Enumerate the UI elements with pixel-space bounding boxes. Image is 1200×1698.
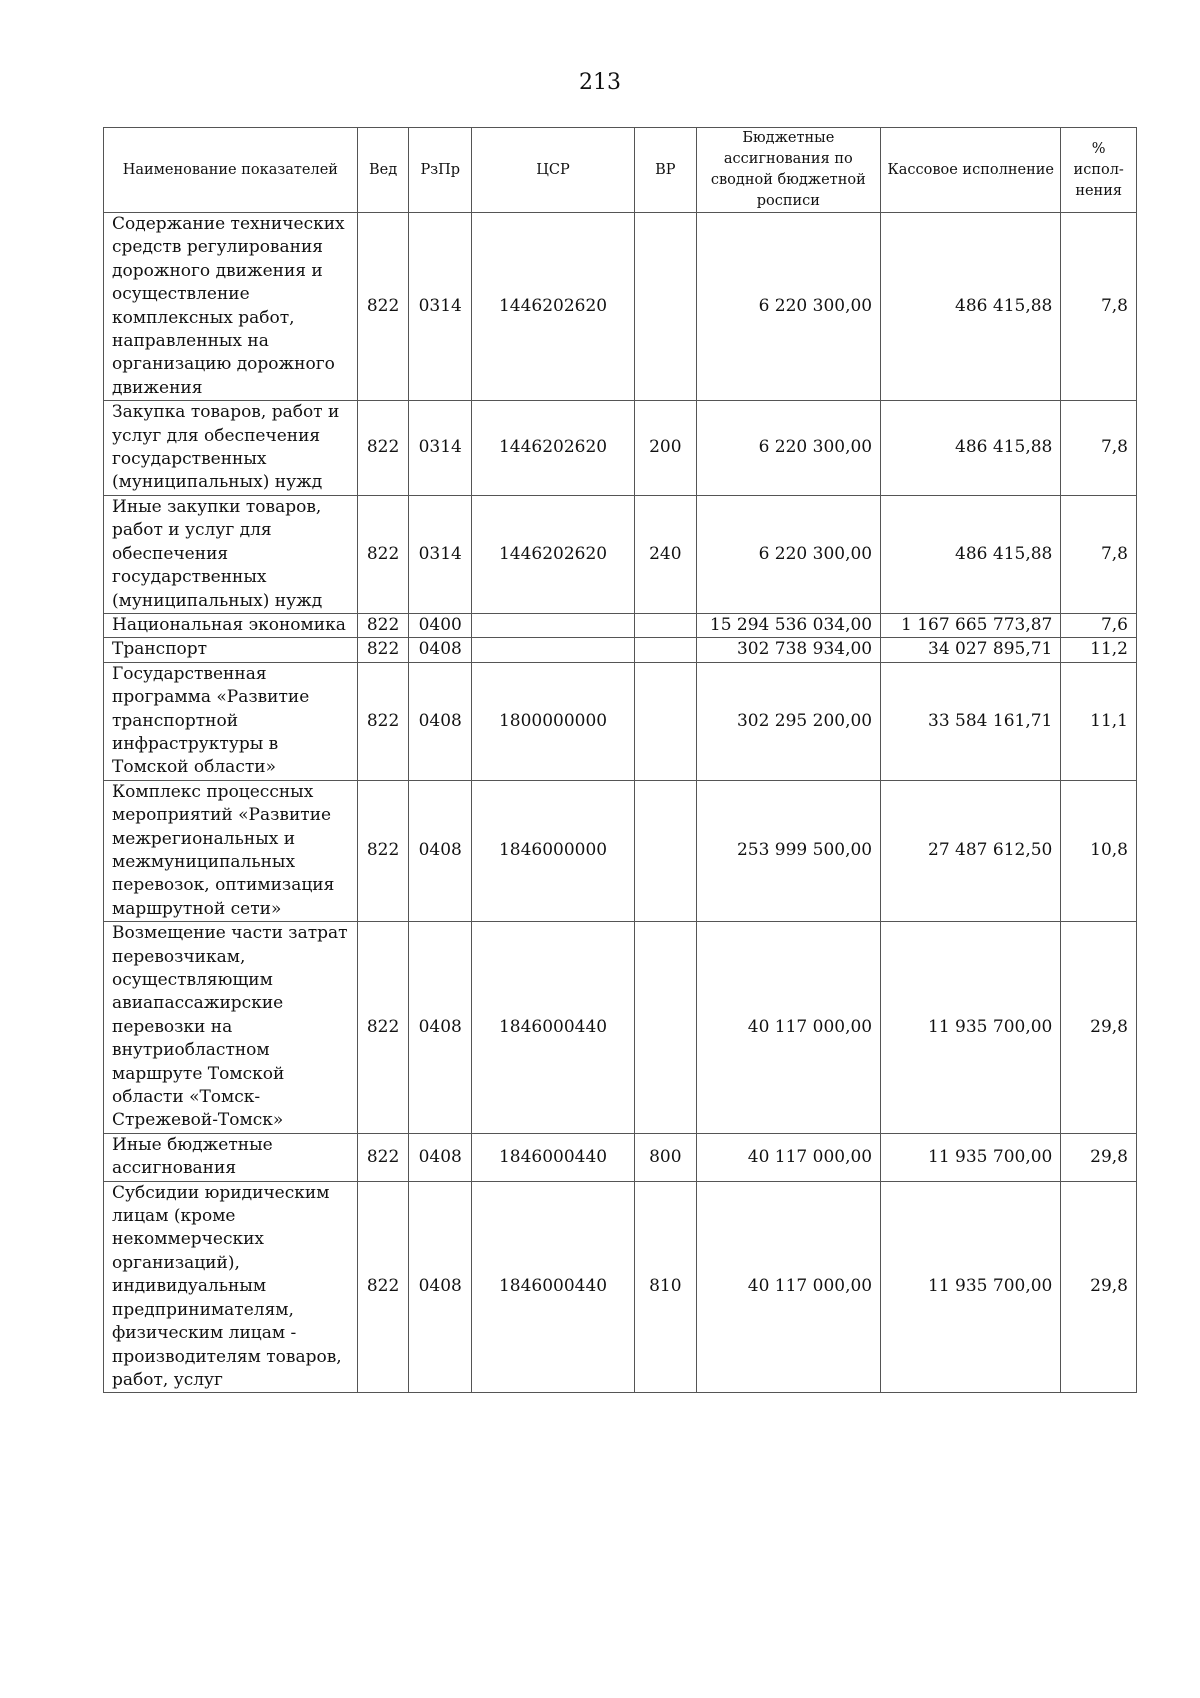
header-rzpr: РзПр: [409, 128, 472, 213]
budget-execution-table: [103, 127, 1137, 1393]
row-csr: 1446202620: [472, 213, 635, 401]
row-vr: 810: [635, 1181, 697, 1393]
row-name: Комплекс процессных мероприятий «Развитие межрегиональных и межмуниципальных перевозок, оптимизация маршрутной сети»: [104, 780, 358, 921]
row-budget: 6 220 300,00: [696, 495, 881, 613]
header-csr: ЦСР: [472, 128, 635, 213]
row-rzpr: 0408: [409, 1133, 472, 1181]
row-ved: 822: [357, 1181, 409, 1393]
row-rzpr: 0408: [409, 922, 472, 1134]
row-budget: 6 220 300,00: [696, 213, 881, 401]
table-row: [104, 1181, 1137, 1393]
row-name: Возмещение части затрат перевозчикам, осуществляющим авиапассажирские перевозки на внутриобластном маршруте Томской области «Томск-Стрежевой-Томск»: [104, 922, 358, 1134]
row-percent: 29,8: [1061, 1133, 1137, 1181]
header-vr: ВР: [635, 128, 697, 213]
row-budget: 253 999 500,00: [696, 780, 881, 921]
row-ved: 822: [357, 780, 409, 921]
row-csr: [472, 613, 635, 637]
header-name: Наименование показателей: [104, 128, 358, 213]
row-percent: 7,8: [1061, 213, 1137, 401]
row-name: Закупка товаров, работ и услуг для обеспечения государственных (муниципальных) нужд: [104, 401, 358, 496]
row-ved: 822: [357, 662, 409, 780]
row-name: Государственная программа «Развитие транспортной инфраструктуры в Томской области»: [104, 662, 358, 780]
row-vr: 200: [635, 401, 697, 496]
row-cash: 11 935 700,00: [881, 1181, 1061, 1393]
row-name: Национальная экономика: [104, 613, 358, 637]
row-percent: 7,6: [1061, 613, 1137, 637]
row-csr: 1846000440: [472, 1133, 635, 1181]
table-row: [104, 638, 1137, 662]
row-cash: 1 167 665 773,87: [881, 613, 1061, 637]
row-percent: 7,8: [1061, 401, 1137, 496]
row-cash: 486 415,88: [881, 495, 1061, 613]
table-row: [104, 922, 1137, 1134]
row-name: Иные бюджетные ассигнования: [104, 1133, 358, 1181]
table-row: [104, 213, 1137, 401]
row-rzpr: 0314: [409, 401, 472, 496]
row-cash: 27 487 612,50: [881, 780, 1061, 921]
row-cash: 486 415,88: [881, 213, 1061, 401]
row-cash: 11 935 700,00: [881, 1133, 1061, 1181]
table-row: [104, 495, 1137, 613]
row-rzpr: 0408: [409, 662, 472, 780]
row-budget: 40 117 000,00: [696, 1181, 881, 1393]
table-row: [104, 401, 1137, 496]
row-csr: [472, 638, 635, 662]
row-csr: 1846000000: [472, 780, 635, 921]
row-percent: 10,8: [1061, 780, 1137, 921]
row-budget: 302 738 934,00: [696, 638, 881, 662]
table-row: [104, 780, 1137, 921]
row-budget: 6 220 300,00: [696, 401, 881, 496]
row-percent: 29,8: [1061, 1181, 1137, 1393]
header-budget: Бюджетные ассигнования по сводной бюджетной росписи: [696, 128, 881, 213]
row-ved: 822: [357, 495, 409, 613]
row-vr: [635, 638, 697, 662]
row-ved: 822: [357, 213, 409, 401]
row-vr: [635, 662, 697, 780]
row-cash: 486 415,88: [881, 401, 1061, 496]
header-row: [104, 128, 1137, 213]
row-cash: 11 935 700,00: [881, 922, 1061, 1134]
row-percent: 11,2: [1061, 638, 1137, 662]
row-ved: 822: [357, 401, 409, 496]
row-percent: 11,1: [1061, 662, 1137, 780]
row-rzpr: 0400: [409, 613, 472, 637]
row-budget: 40 117 000,00: [696, 1133, 881, 1181]
row-ved: 822: [357, 638, 409, 662]
row-budget: 15 294 536 034,00: [696, 613, 881, 637]
row-name: Иные закупки товаров, работ и услуг для обеспечения государственных (муниципальных) нужд: [104, 495, 358, 613]
row-rzpr: 0408: [409, 638, 472, 662]
row-budget: 302 295 200,00: [696, 662, 881, 780]
table-row: [104, 662, 1137, 780]
table-row: [104, 613, 1137, 637]
page-number: 213: [579, 70, 621, 95]
row-csr: 1846000440: [472, 1181, 635, 1393]
row-rzpr: 0408: [409, 1181, 472, 1393]
row-vr: [635, 213, 697, 401]
table-body: [104, 213, 1137, 1393]
row-percent: 29,8: [1061, 922, 1137, 1134]
row-cash: 33 584 161,71: [881, 662, 1061, 780]
header-ved: Вед: [357, 128, 409, 213]
header-percent: % испол- нения: [1061, 128, 1137, 213]
row-csr: 1446202620: [472, 401, 635, 496]
row-name: Содержание технических средств регулирования дорожного движения и осуществление комплексных работ, направленных на организацию дорожного движения: [104, 213, 358, 401]
row-csr: 1800000000: [472, 662, 635, 780]
row-name: Субсидии юридическим лицам (кроме некоммерческих организаций), индивидуальным предпринимателям, физическим лицам - производителям товаров, работ, услуг: [104, 1181, 358, 1393]
header-cash: Кассовое исполнение: [881, 128, 1061, 213]
row-budget: 40 117 000,00: [696, 922, 881, 1134]
row-ved: 822: [357, 613, 409, 637]
table-header: [104, 128, 1137, 213]
row-vr: [635, 780, 697, 921]
row-percent: 7,8: [1061, 495, 1137, 613]
row-rzpr: 0314: [409, 213, 472, 401]
row-csr: 1846000440: [472, 922, 635, 1134]
row-rzpr: 0408: [409, 780, 472, 921]
row-vr: 800: [635, 1133, 697, 1181]
row-csr: 1446202620: [472, 495, 635, 613]
row-rzpr: 0314: [409, 495, 472, 613]
row-ved: 822: [357, 1133, 409, 1181]
row-vr: 240: [635, 495, 697, 613]
row-vr: [635, 613, 697, 637]
row-cash: 34 027 895,71: [881, 638, 1061, 662]
row-vr: [635, 922, 697, 1134]
row-name: Транспорт: [104, 638, 358, 662]
table-row: [104, 1133, 1137, 1181]
row-ved: 822: [357, 922, 409, 1134]
